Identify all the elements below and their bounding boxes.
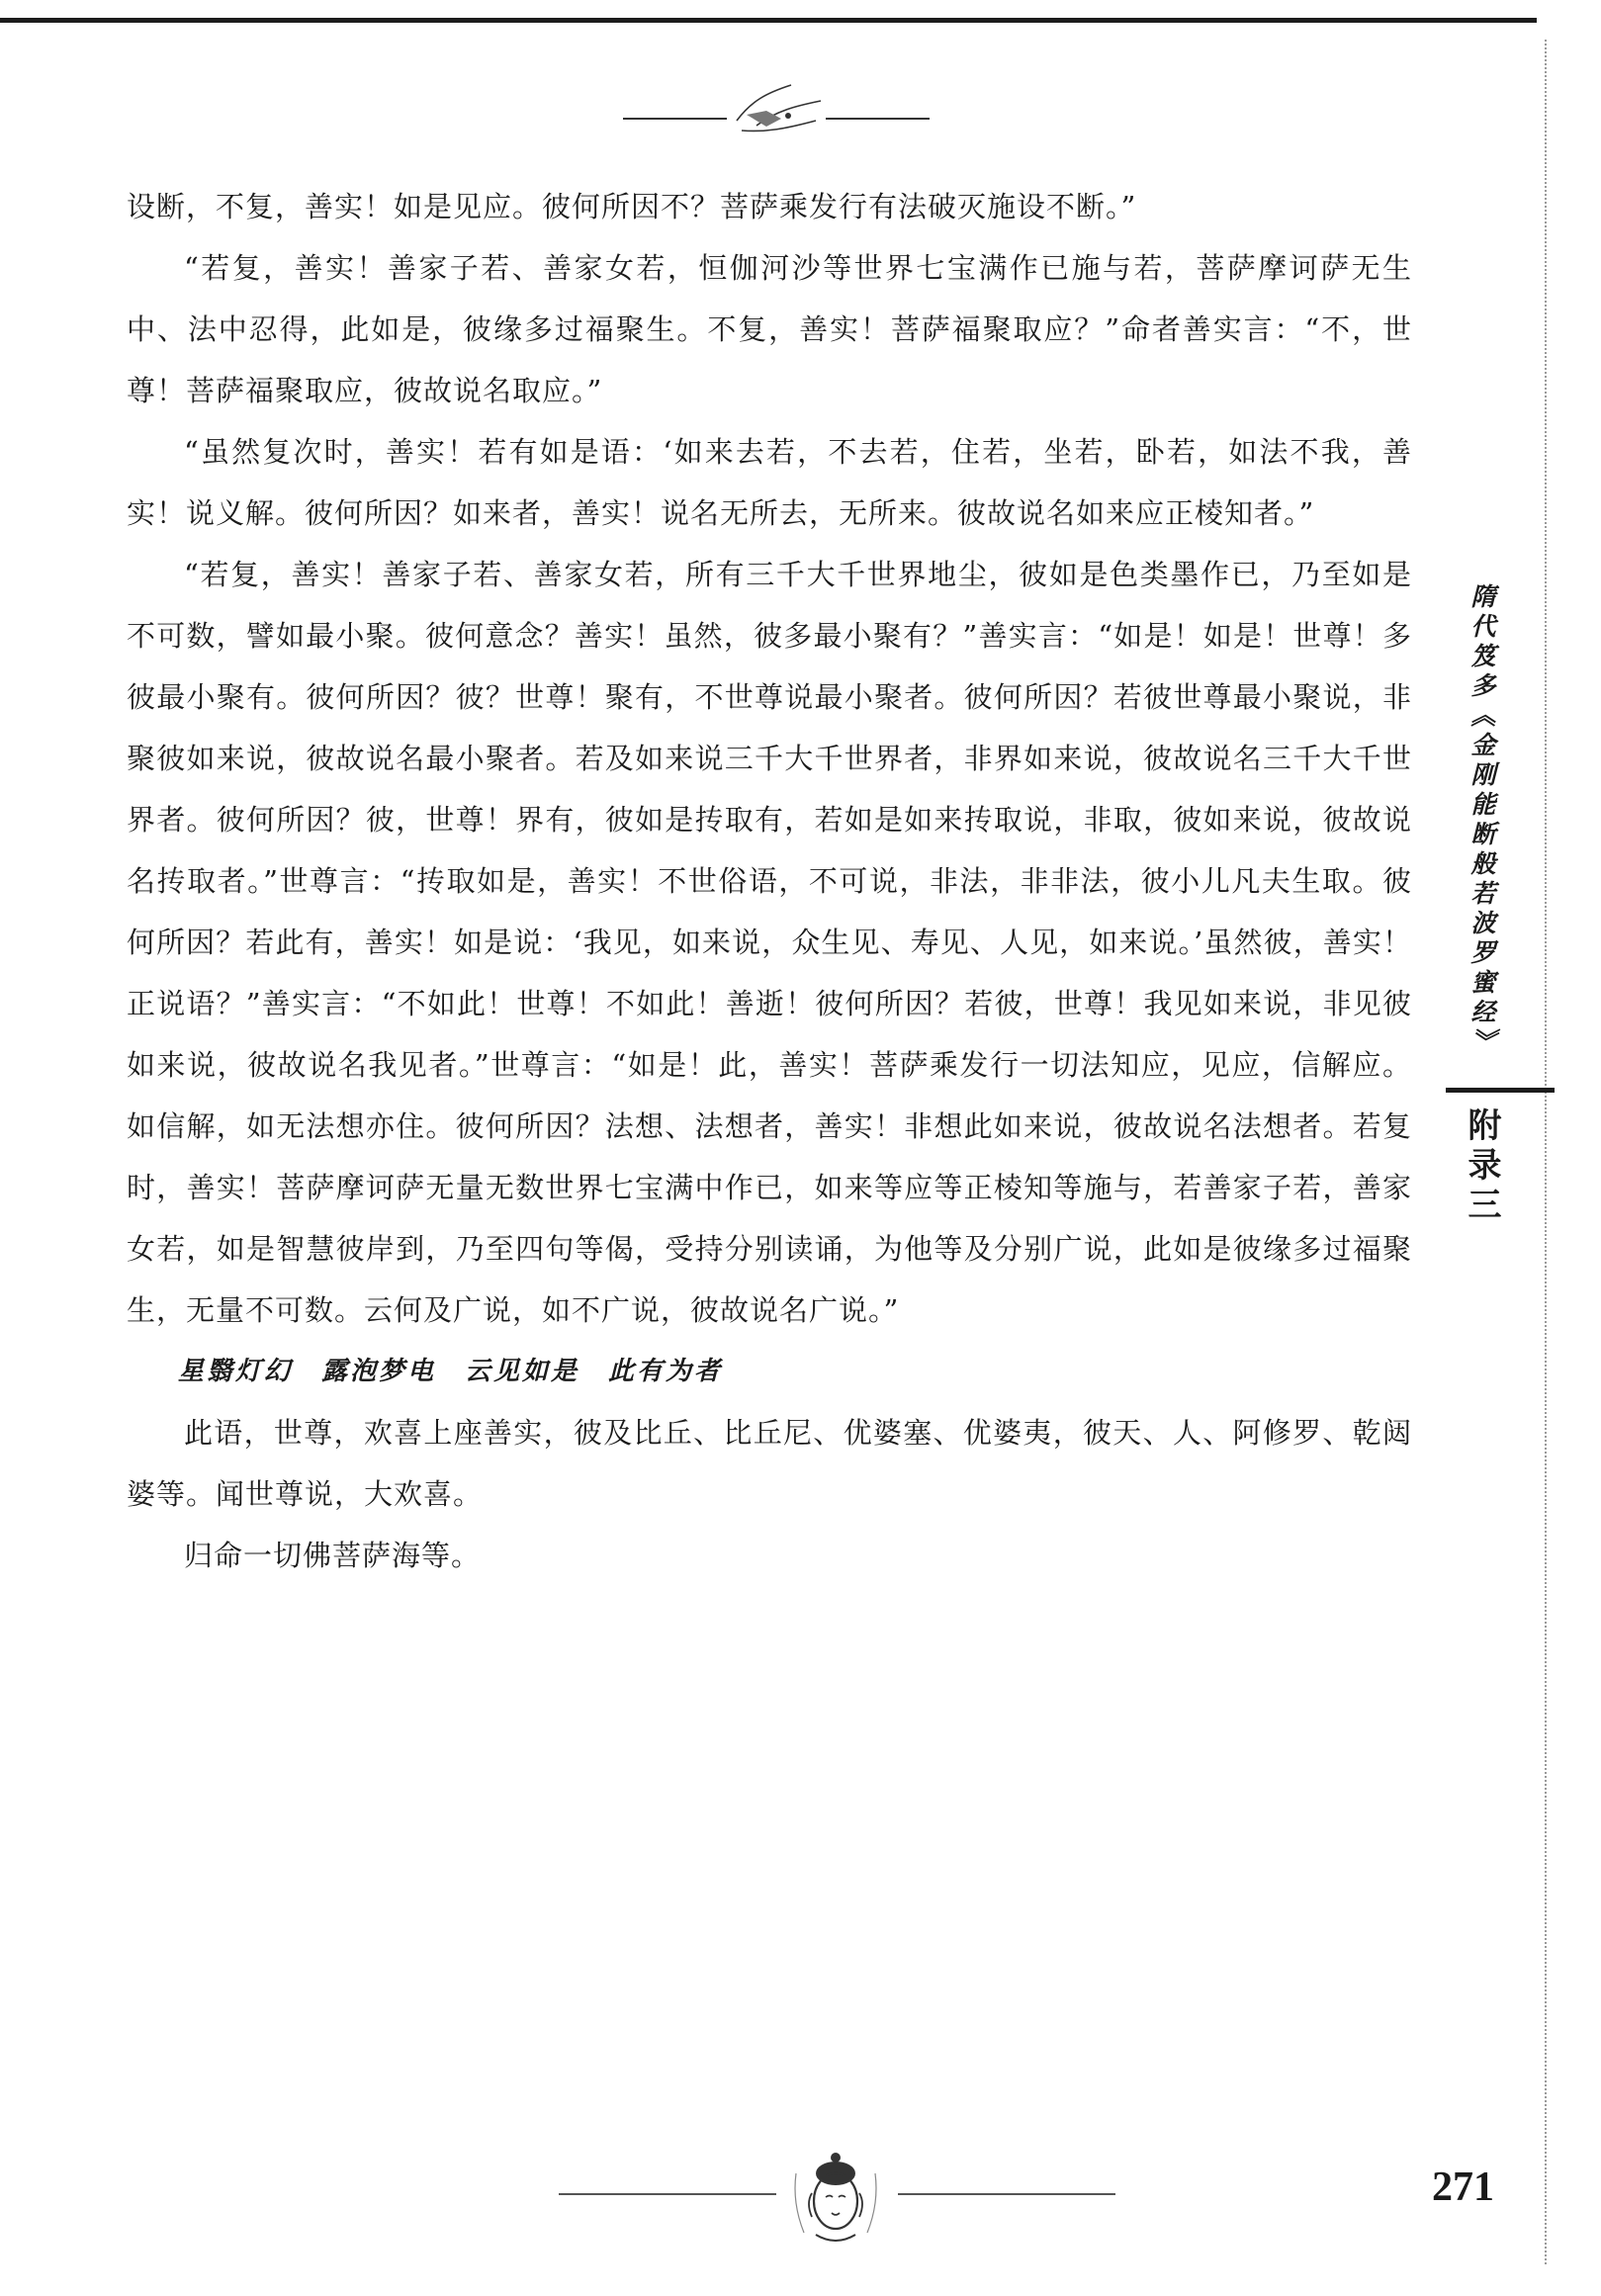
paragraph: “若复，善实！善家子若、善家女若，恒伽河沙等世界七宝满作已施与若，菩萨摩诃萨无生中、法中忍得，此如是，彼缘多过福聚生。不复，善实！菩萨福聚取应？”命者善实言：“不，世尊！菩萨福聚取应，彼故说名取应。” xyxy=(127,251,1412,407)
section-label: 附录三 xyxy=(1462,1107,1501,1226)
running-book-title: 隋代笈多《金刚能断般若波罗蜜经》 xyxy=(1468,583,1496,1058)
footer-rule-left xyxy=(559,2193,776,2195)
page-number: 271 xyxy=(1432,2164,1494,2210)
margin-dotted-line xyxy=(1545,40,1547,2264)
closing-invocation: 归命一切佛菩萨海等。 xyxy=(184,1539,482,1572)
header-ornament-icon xyxy=(618,71,934,160)
footer-rule-right xyxy=(898,2193,1115,2195)
verse-line: 星翳灯幻 露泡梦电 云见如是 此有为者 xyxy=(178,1357,724,1386)
top-rule xyxy=(0,18,1537,23)
paragraph: “若复，善实！善家子若、善家女若，所有三千大千世界地尘，彼如是色类墨作已，乃至如是不可数，譬如最小聚。彼何意念？善实！虽然，彼多最小聚有？”善实言：“如是！如是！世尊！多彼最小聚有。彼何所因？彼？世尊！聚有，不世尊说最小聚者。彼何所因？若彼世尊最小聚说，非聚彼如来说，彼故说名最小聚者。若及如来说三千大千世界者，非界如来说，彼故说名三千大千世界者。彼何所因？彼，世尊！界有，彼如是抟取有，若如是如来抟取说，非取，彼如来说，彼故说名抟取者。”世尊言：“抟取如是，善实！不世俗语，不可说，非法，非非法，彼小儿凡夫生取。彼何所因？若此有，善实！如是说：‘我见，如来说，众生见、寿见、人见，如来说。’虽然彼，善实！正说语？”善实言：“不如此！世尊！不如此！善逝！彼何所因？若彼，世尊！我见如来说，非见彼如来说，彼故说名我见者。”世尊言：“如是！此，善实！菩萨乘发行一切法知应，见应，信解应。如信解，如无法想亦住。彼何所因？法想、法想者，善实！非想此如来说，彼故说名法想者。若复时，善实！菩萨摩诃萨无量无数世界七宝满中作已，如来等应等正棱知等施与，若善家子若，善家女若，如是智慧彼岸到，乃至四句等偈，受持分别读诵，为他等及分别广说，此如是彼缘多过福聚生，无量不可数。云何及广说，如不广说，彼故说名广说。” xyxy=(127,558,1412,1327)
paragraph: “虽然复次时，善实！若有如是语：‘如来去若，不去若，住若，坐若，卧若，如法不我，善实！说义解。彼何所因？如来者，善实！说名无所去，无所来。彼故说名如来应正棱知者。” xyxy=(127,435,1412,530)
paragraph: 设断，不复，善实！如是见应。彼何所因不？菩萨乘发行有法破灭施设不断。” xyxy=(127,190,1137,223)
closing-paragraph: 此语，世尊，欢喜上座善实，彼及比丘、比丘尼、优婆塞、优婆夷，彼天、人、阿修罗、乾闼婆等。闻世尊说，大欢喜。 xyxy=(127,1416,1412,1511)
margin-rule xyxy=(1446,1088,1555,1093)
main-text xyxy=(127,176,1412,1586)
buddha-head-icon xyxy=(786,2144,885,2252)
